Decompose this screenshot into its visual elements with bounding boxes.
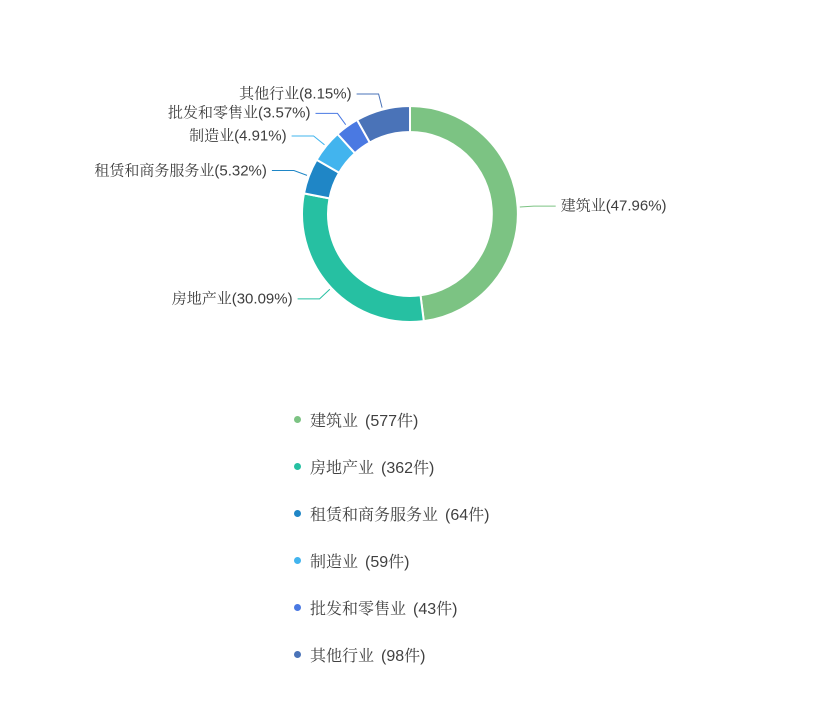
legend-dot-icon (294, 651, 301, 658)
legend-item-zhizaoye[interactable] (294, 537, 489, 584)
legend-item-pifa[interactable] (294, 584, 489, 631)
legend-label: 房地产业 (310, 460, 375, 477)
label-line-3 (292, 136, 325, 145)
legend-item-fangdichanye[interactable] (294, 443, 489, 490)
pie-slice-1[interactable] (302, 193, 424, 322)
legend-dot-icon (294, 463, 301, 470)
legend-count: (59件) (365, 554, 410, 571)
legend-dot-icon (294, 510, 301, 517)
legend-label: 其他行业 (310, 648, 375, 665)
legend-item-jianzhuye[interactable] (294, 396, 489, 443)
legend-label: 批发和零售业 (310, 601, 407, 618)
label-line-5 (357, 94, 383, 108)
slice-label-fangdichanye: 房地产业(30.09%) (171, 290, 293, 308)
legend-count: (43件) (413, 601, 458, 618)
legend-label: 建筑业 (310, 413, 359, 430)
slice-label-jianzhuye: 建筑业(47.96%) (560, 197, 667, 215)
legend-count: (577件) (365, 413, 419, 430)
legend-dot-icon (294, 416, 301, 423)
legend-label: 制造业 (310, 554, 359, 571)
slice-label-zulin: 租赁和商务服务业(5.32%) (94, 162, 267, 179)
legend-count: (98件) (381, 648, 426, 665)
legend-item-qita[interactable] (294, 631, 489, 678)
label-line-0 (520, 206, 556, 207)
label-line-4 (316, 113, 346, 124)
legend-item-zulin[interactable] (294, 490, 489, 537)
slice-label-qita: 其他行业(8.15%) (239, 85, 352, 103)
legend-dot-icon (294, 604, 301, 611)
label-line-2 (272, 171, 307, 176)
slice-label-zhizaoye: 制造业(4.91%) (189, 127, 287, 145)
slice-label-pifa: 批发和零售业(3.57%) (167, 104, 311, 122)
legend (294, 396, 489, 678)
label-line-1 (298, 289, 330, 299)
pie-slice-0[interactable] (410, 106, 518, 321)
legend-count: (64件) (445, 507, 490, 524)
legend-label: 租赁和商务服务业 (310, 507, 439, 524)
legend-dot-icon (294, 557, 301, 564)
legend-count: (362件) (381, 460, 435, 477)
